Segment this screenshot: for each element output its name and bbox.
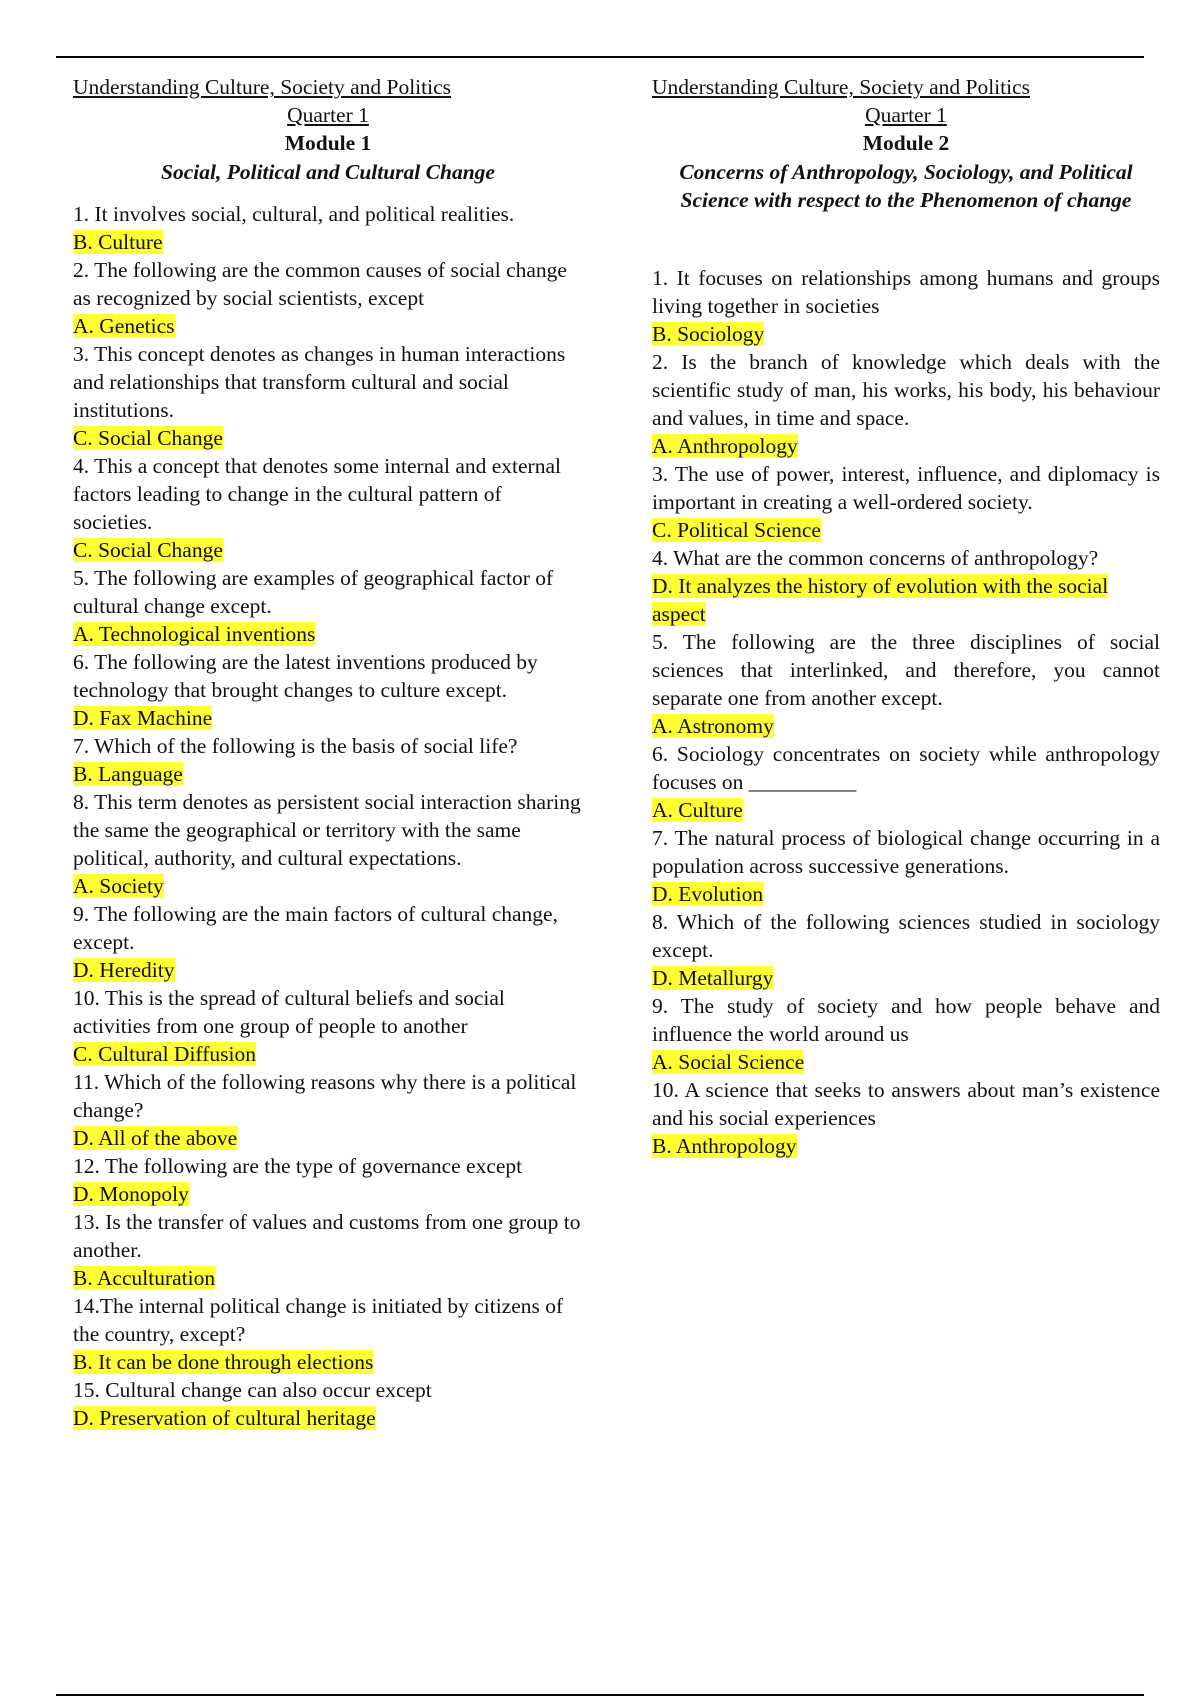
highlighted-answer: D. It analyzes the history of evolution with the social aspect	[652, 574, 1109, 626]
question-text: 10. A science that seeks to answers about man’s existence and his social experiences	[652, 1078, 1160, 1130]
module-subtitle: Social, Political and Cultural Change	[161, 160, 495, 184]
answer-line	[652, 1132, 1160, 1160]
module-label: Module 1	[284, 131, 372, 155]
highlighted-answer: D. Heredity	[73, 958, 175, 982]
question-text: 9. The study of society and how people behave and influence the world around us	[652, 994, 1160, 1046]
highlighted-answer: C. Social Change	[73, 538, 223, 562]
answer-line	[73, 760, 583, 788]
highlighted-answer: B. Sociology	[652, 322, 765, 346]
question-text: 7. The natural process of biological change occurring in a population across successive generations.	[652, 826, 1160, 878]
question-text: 10. This is the spread of cultural beliefs and social activities from one group of people to another	[73, 986, 505, 1038]
answer-line	[652, 432, 1160, 460]
answer-line	[73, 956, 583, 984]
highlighted-answer: D. Metallurgy	[652, 966, 774, 990]
answer-line	[73, 424, 583, 452]
question-text: 13. Is the transfer of values and customs from one group to another.	[73, 1210, 581, 1262]
answer-line	[652, 796, 1160, 824]
highlighted-answer: A. Culture	[652, 798, 743, 822]
quarter-label: Quarter 1	[287, 103, 369, 127]
question-text: 15. Cultural change can also occur except	[73, 1378, 432, 1402]
highlighted-answer: C. Political Science	[652, 518, 821, 542]
question-text: 8. This term denotes as persistent social interaction sharing the same the geographical or territory with the same political, authority, and cultural expectations.	[73, 790, 581, 870]
highlighted-answer: A. Astronomy	[652, 714, 774, 738]
highlighted-answer: B. Language	[73, 762, 183, 786]
question-text: 4. What are the common concerns of anthropology?	[652, 546, 1099, 570]
question-text: 9. The following are the main factors of cultural change, except.	[73, 902, 558, 954]
question-text: 7. Which of the following is the basis of social life?	[73, 734, 518, 758]
question-text: 3. This concept denotes as changes in human interactions and relationships that transform cultural and social institutions.	[73, 342, 566, 422]
answer-line	[652, 880, 1160, 908]
question-text: 11. Which of the following reasons why there is a political change?	[73, 1070, 577, 1122]
highlighted-answer: D. Monopoly	[73, 1182, 189, 1206]
question-text: 2. Is the branch of knowledge which deals with the scientific study of man, his works, his body, his behaviour and values, in time and space.	[652, 350, 1160, 430]
highlighted-answer: B. It can be done through elections	[73, 1350, 374, 1374]
highlighted-answer: D. Evolution	[652, 882, 764, 906]
left-column	[73, 73, 583, 1432]
highlighted-answer: C. Social Change	[73, 426, 223, 450]
highlighted-answer: A. Technological inventions	[73, 622, 316, 646]
highlighted-answer: D. All of the above	[73, 1126, 238, 1150]
highlighted-answer: A. Social Science	[652, 1050, 805, 1074]
answer-line	[73, 1040, 583, 1068]
answer-line	[73, 620, 583, 648]
highlighted-answer: A. Genetics	[73, 314, 175, 338]
answer-line	[73, 312, 583, 340]
answer-line	[652, 1048, 1160, 1076]
module-subtitle: Concerns of Anthropology, Sociology, and Political Science with respect to the Phenomenon of change	[679, 160, 1133, 212]
answer-line	[652, 964, 1160, 992]
right-header	[652, 73, 1160, 214]
top-rule	[56, 56, 1144, 58]
question-text: 3. The use of power, interest, influence, and diplomacy is important in creating a well-ordered society.	[652, 462, 1160, 514]
question-text: 6. Sociology concentrates on society while anthropology focuses on __________	[652, 742, 1160, 794]
right-column	[652, 73, 1160, 1160]
answer-line	[652, 516, 1160, 544]
question-text: 12. The following are the type of governance except	[73, 1154, 523, 1178]
question-text: 1. It involves social, cultural, and political realities.	[73, 202, 515, 226]
question-text: 2. The following are the common causes of social change as recognized by social scientists, except	[73, 258, 567, 310]
question-text: 4. This a concept that denotes some internal and external factors leading to change in the cultural pattern of societies.	[73, 454, 561, 534]
left-header	[73, 73, 583, 186]
highlighted-answer: A. Anthropology	[652, 434, 798, 458]
answer-line	[73, 1404, 583, 1432]
highlighted-answer: B. Culture	[73, 230, 163, 254]
answer-line	[73, 536, 583, 564]
question-text: 14.The internal political change is initiated by citizens of the country, except?	[73, 1294, 564, 1346]
question-text: 8. Which of the following sciences studied in sociology except.	[652, 910, 1160, 962]
question-text: 6. The following are the latest inventions produced by technology that brought changes to culture except.	[73, 650, 538, 702]
answer-line	[73, 704, 583, 732]
course-title: Understanding Culture, Society and Politics	[652, 75, 1030, 99]
module-label: Module 2	[862, 131, 950, 155]
highlighted-answer: B. Acculturation	[73, 1266, 216, 1290]
highlighted-answer: D. Fax Machine	[73, 706, 213, 730]
quarter-label: Quarter 1	[865, 103, 947, 127]
answer-line	[652, 712, 1160, 740]
answer-line	[652, 572, 1160, 628]
answer-line	[73, 1124, 583, 1152]
question-text: 5. The following are examples of geographical factor of cultural change except.	[73, 566, 554, 618]
highlighted-answer: B. Anthropology	[652, 1134, 797, 1158]
answer-line	[73, 228, 583, 256]
highlighted-answer: D. Preservation of cultural heritage	[73, 1406, 376, 1430]
question-text: 5. The following are the three disciplines of social sciences that interlinked, and therefore, you cannot separate one from another except.	[652, 630, 1160, 710]
answer-line	[73, 872, 583, 900]
answer-line	[652, 320, 1160, 348]
highlighted-answer: C. Cultural Diffusion	[73, 1042, 256, 1066]
highlighted-answer: A. Society	[73, 874, 164, 898]
course-title: Understanding Culture, Society and Politics	[73, 75, 451, 99]
bottom-rule	[56, 1694, 1144, 1696]
right-question-list	[652, 264, 1160, 1160]
question-text: 1. It focuses on relationships among humans and groups living together in societies	[652, 266, 1160, 318]
left-question-list	[73, 200, 583, 1432]
answer-line	[73, 1264, 583, 1292]
answer-line	[73, 1348, 583, 1376]
answer-line	[73, 1180, 583, 1208]
